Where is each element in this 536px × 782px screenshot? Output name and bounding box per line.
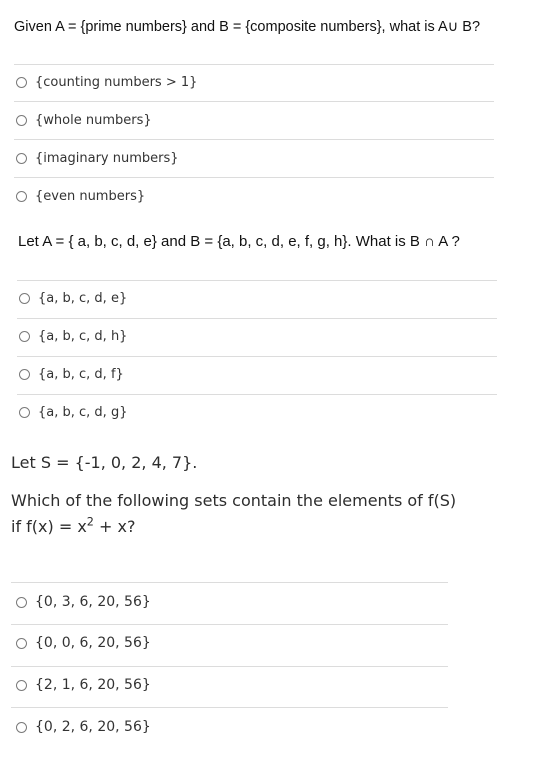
option-label: {whole numbers} (35, 112, 152, 128)
divider (14, 177, 494, 178)
question-2-option-3[interactable] (19, 365, 124, 383)
divider (11, 707, 448, 708)
divider (17, 318, 497, 319)
question-2-option-2[interactable] (19, 327, 127, 345)
question-3-option-4[interactable] (16, 717, 151, 737)
question-3-prompt-line-3 (11, 517, 135, 536)
radio-button[interactable] (16, 638, 27, 649)
question-2-prompt: Let A = { a, b, c, d, e} and B = {a, b, c, d, e, f, g, h}. What is B ∩ A ? (18, 233, 460, 250)
question-2-option-1[interactable] (19, 289, 127, 307)
radio-button[interactable] (19, 407, 30, 418)
radio-button[interactable] (19, 331, 30, 342)
option-label: {a, b, c, d, f} (38, 366, 124, 382)
divider (11, 666, 448, 667)
divider (11, 582, 448, 583)
question-3-option-3[interactable] (16, 675, 151, 695)
radio-button[interactable] (16, 597, 27, 608)
radio-button[interactable] (16, 77, 27, 88)
divider (14, 64, 494, 65)
function-text: if f(x) = x (11, 517, 87, 536)
question-1-prompt: Given A = {prime numbers} and B = {composite numbers}, what is A∪ B? (14, 19, 481, 35)
question-1-option-2[interactable] (16, 111, 152, 129)
exponent: 2 (86, 515, 94, 529)
option-label: {a, b, c, d, e} (38, 290, 128, 306)
question-3-prompt-line-2: Which of the following sets contain the elements of f(S) (11, 491, 457, 510)
divider (11, 624, 448, 625)
option-label: {0, 0, 6, 20, 56} (35, 635, 151, 651)
question-1-option-1[interactable] (16, 73, 197, 91)
option-label: {counting numbers > 1} (35, 74, 198, 90)
divider (17, 394, 497, 395)
radio-button[interactable] (19, 369, 30, 380)
option-label: {2, 1, 6, 20, 56} (35, 677, 151, 693)
question-3-option-2[interactable] (16, 633, 151, 653)
radio-button[interactable] (16, 722, 27, 733)
option-label: {even numbers} (35, 188, 146, 204)
radio-button[interactable] (16, 115, 27, 126)
option-label: {imaginary numbers} (35, 150, 179, 166)
radio-button[interactable] (16, 680, 27, 691)
option-label: {a, b, c, d, h} (38, 328, 128, 344)
option-label: {0, 3, 6, 20, 56} (35, 594, 151, 610)
question-3-option-1[interactable] (16, 592, 151, 612)
option-label: {0, 2, 6, 20, 56} (35, 719, 151, 735)
function-text-end: + x? (93, 517, 136, 536)
divider (17, 280, 497, 281)
radio-button[interactable] (16, 153, 27, 164)
option-label: {a, b, c, d, g} (38, 404, 128, 420)
question-2-option-4[interactable] (19, 403, 127, 421)
radio-button[interactable] (19, 293, 30, 304)
question-1-option-3[interactable] (16, 149, 179, 167)
radio-button[interactable] (16, 191, 27, 202)
divider (17, 356, 497, 357)
divider (14, 139, 494, 140)
question-3-prompt-line-1: Let S = {-1, 0, 2, 4, 7}. (11, 453, 198, 472)
question-1-option-4[interactable] (16, 187, 145, 205)
divider (14, 101, 494, 102)
